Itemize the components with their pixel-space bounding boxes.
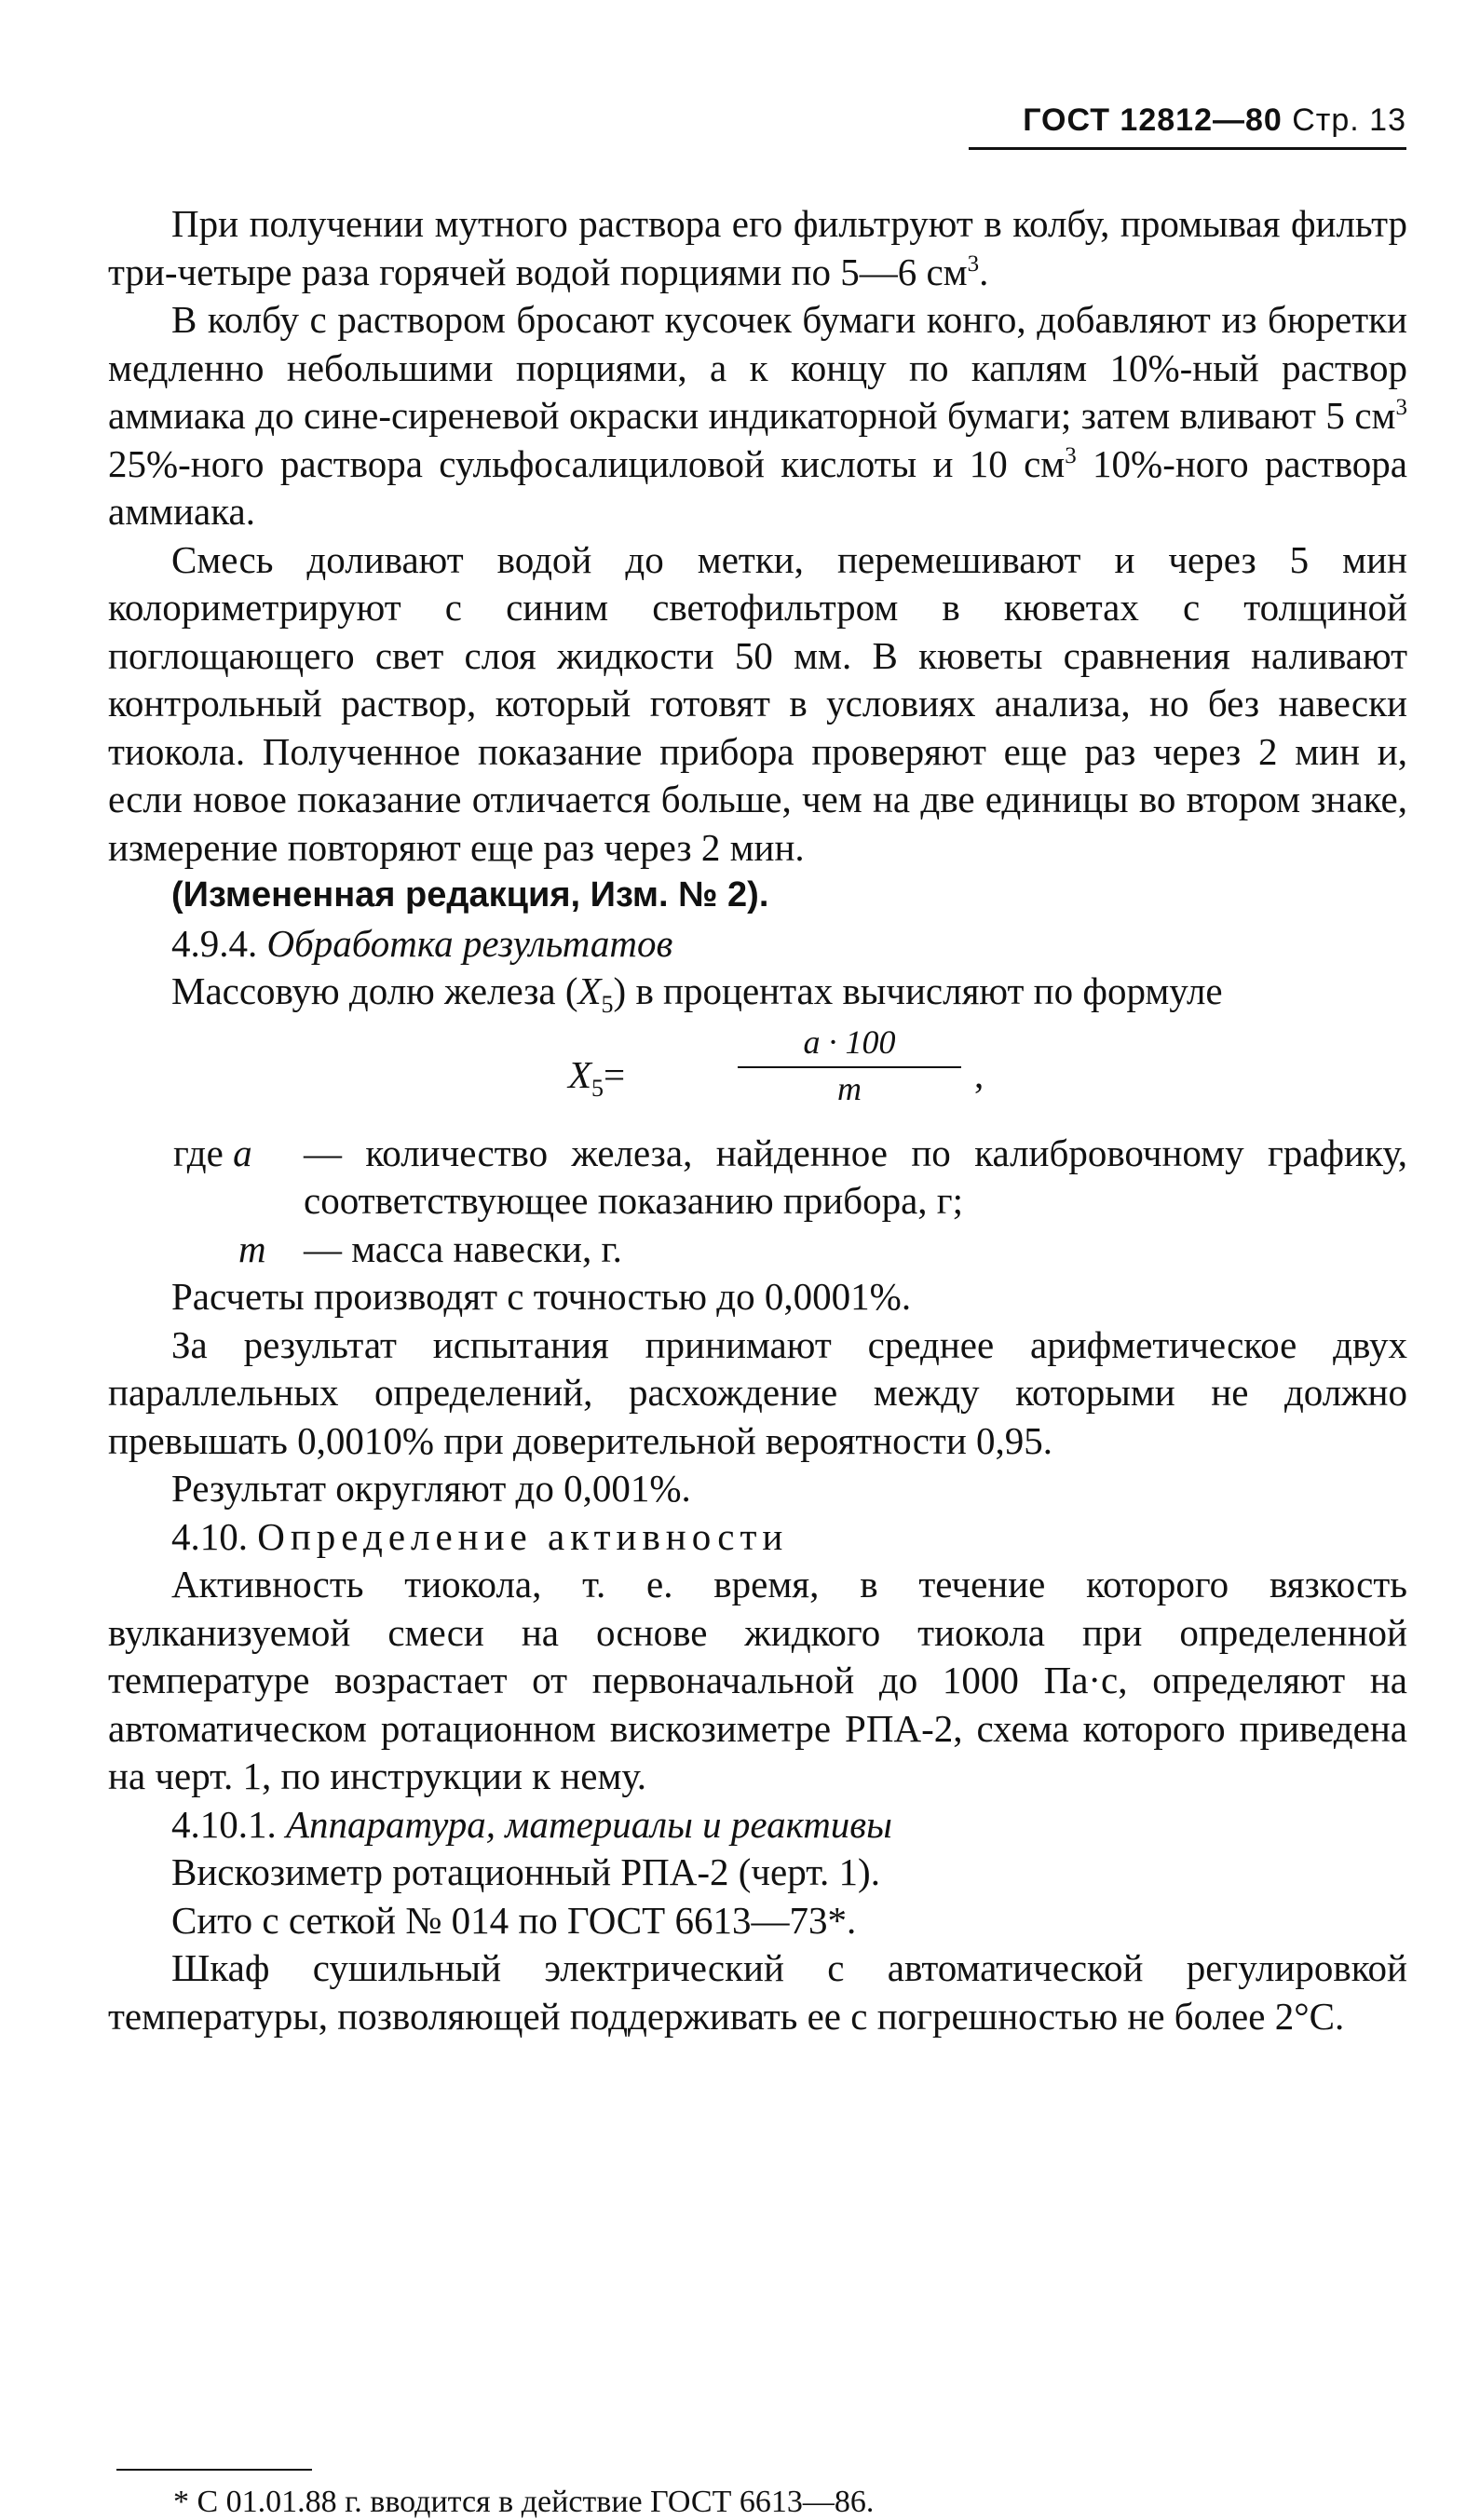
paragraph-filtering: При получении мутного раствора его фильтруют в колбу, промывая фильтр три-четыре раза горячей водой порциями по 5—6 $см^3$. <box>108 202 1407 293</box>
page-header <box>969 102 1406 150</box>
legend-item-m: m — масса навески, г. <box>238 1226 622 1270</box>
paragraph-activity: Активность тиокола, т. е. время, в течение которого вязкость вулканизуемой смеси на основе жидкого тиокола при определенной температуре возрастает от первоначальной до 1000 Па·с, определяют на автоматическом ротационном вискозиметре РПА-2, схема которого приведена на черт. 1, по инструкции к нему. <box>108 1563 1407 1797</box>
section-4-10-heading: 4.10. Определение активности <box>171 1514 789 1558</box>
paragraph-accuracy: Расчеты производят с точностью до 0,0001%. <box>171 1275 912 1318</box>
footnote-divider <box>116 2469 312 2471</box>
paragraph-oven: Шкаф сушильный электрический с автоматической регулировкой температуры, позволяющей поддерживать ее с погрешностью не более 2°С. <box>108 1946 1407 2038</box>
formula-x5: $X_5=$ a · 100 m , <box>568 1023 984 1107</box>
paragraph-rounding: Результат округляют до 0,001%. <box>171 1467 691 1510</box>
standard-code: ГОСТ 12812—80 <box>1023 102 1283 138</box>
formula-legend <box>108 1130 1407 1274</box>
formula-fraction <box>738 1022 961 1109</box>
section-4-9-4-heading: 4.9.4. Обработка результатов <box>171 921 673 965</box>
body-text <box>108 200 1407 2040</box>
paragraph-colorimetry: Смесь доливают водой до метки, перемешивают и через 5 мин колориметрируют с синим светофильтром в кюветах с толщиной поглощающего свет слоя жидкости 50 мм. В кюветы сравнения наливают контрольный раствор, который готовят в условиях анализа, но без навески тиокола. Полученное показание прибора проверяют еще раз через 2 мин и, если новое показание отличается больше, чем на две единицы во втором знаке, измерение повторяют еще раз через 2 мин. <box>108 537 1407 869</box>
legend-item-a: где a — количество железа, найденное по калибровочному графику, соответствующее показанию прибора, г; <box>173 1131 1407 1222</box>
paragraph-result: За результат испытания принимают среднее арифметическое двух параллельных определений, расхождение между которыми не должно превышать 0,0010% при доверительной вероятности 0,95. <box>108 1322 1407 1462</box>
paragraph-congo-paper: В колбу с раствором бросают кусочек бумаги конго, добавляют из бюретки медленно небольшими порциями, а к концу по каплям 10%-ный раствор аммиака до сине-сиреневой окраски индикаторной бумаги; затем вливают 5 $см^3$ 25%-ного раствора сульфосалициловой кислоты и 10 $см^3$ 10%-ного раствора аммиака. <box>108 298 1407 533</box>
footnote: * С 01.01.88 г. вводится в действие ГОСТ 6613—86. <box>173 2485 875 2519</box>
formula-denominator: m <box>837 1069 862 1107</box>
formula-numerator: a · 100 <box>803 1023 896 1061</box>
section-4-10-1-heading: 4.10.1. Аппаратура, материалы и реактивы <box>171 1802 892 1846</box>
amendment-note: (Измененная редакция, Изм. № 2). <box>171 875 769 915</box>
paragraph-sieve: Сито с сеткой № 014 по ГОСТ 6613—73*. <box>171 1898 857 1942</box>
paragraph-mass-fraction: Массовую долю железа $(X_5)$ в процентах вычисляют по формуле <box>171 969 1223 1019</box>
page-number: Стр. 13 <box>1292 102 1406 138</box>
paragraph-viscometer: Вискозиметр ротационный РПА-2 (черт. 1). <box>171 1850 880 1893</box>
